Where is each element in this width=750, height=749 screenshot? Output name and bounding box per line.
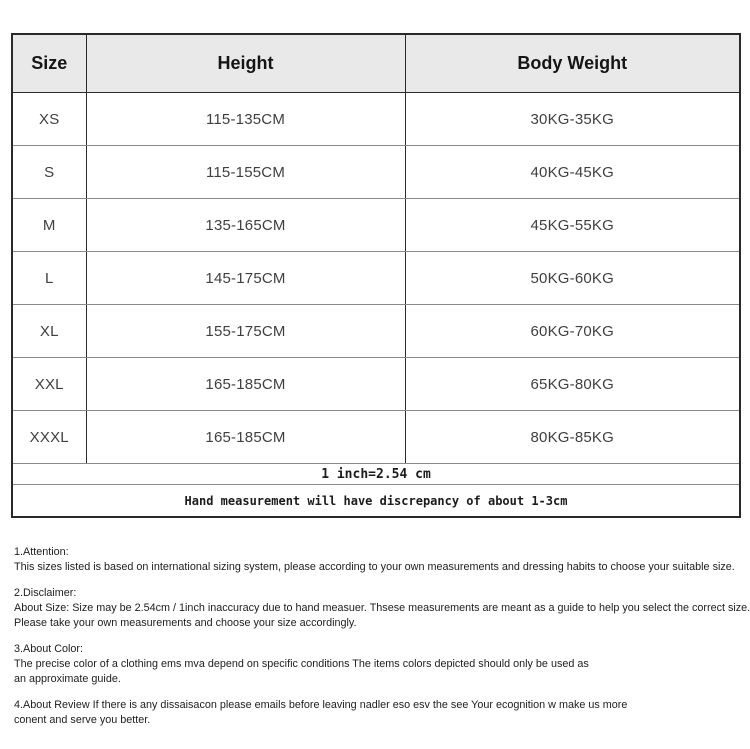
column-header-body-weight: Body Weight xyxy=(405,34,740,93)
table-header-row xyxy=(12,34,740,93)
height-cell: 145-175CM xyxy=(86,252,405,305)
column-header-size: Size xyxy=(12,34,86,93)
table-row-xxxl xyxy=(12,411,740,464)
weight-cell: 60KG-70KG xyxy=(405,305,740,358)
table-row-m xyxy=(12,199,740,252)
table-row-xxl xyxy=(12,358,740,411)
size-cell: XL xyxy=(12,305,86,358)
note-about-color xyxy=(14,642,750,687)
size-cell: L xyxy=(12,252,86,305)
height-cell: 135-165CM xyxy=(86,199,405,252)
note-disclaimer-line-1: About Size: Size may be 2.54cm / 1inch inaccuracy due to hand measuer. Thsese measurements are meant as a guide to help you select the correct size. xyxy=(14,602,750,614)
note-attention-line: This sizes listed is based on international sizing system, please according to your own measurements and dressing habits to choose your suitable size. xyxy=(14,561,735,573)
size-cell: XS xyxy=(12,93,86,146)
note-about-review-line-1: 4.About Review If there is any dissaisacon please emails before leaving nadler eso esv the see Your ecognition w make us more xyxy=(14,699,628,711)
height-cell: 165-185CM xyxy=(86,411,405,464)
height-cell: 165-185CM xyxy=(86,358,405,411)
height-cell: 115-135CM xyxy=(86,93,405,146)
note-attention xyxy=(14,545,750,575)
height-cell: 115-155CM xyxy=(86,146,405,199)
table-row-l xyxy=(12,252,740,305)
hand-measurement-note: Hand measurement will have discrepancy of about 1-3cm xyxy=(12,485,740,518)
weight-cell: 50KG-60KG xyxy=(405,252,740,305)
height-cell: 155-175CM xyxy=(86,305,405,358)
footnote-row-inch xyxy=(12,464,740,485)
note-about-color-line-2: an approximate guide. xyxy=(14,673,121,685)
note-about-review-line-2: conent and serve you better. xyxy=(14,714,151,726)
column-header-height: Height xyxy=(86,34,405,93)
notes-section xyxy=(14,545,750,739)
size-cell: XXL xyxy=(12,358,86,411)
size-cell: M xyxy=(12,199,86,252)
weight-cell: 30KG-35KG xyxy=(405,93,740,146)
table-row-s xyxy=(12,146,740,199)
table-row-xl xyxy=(12,305,740,358)
weight-cell: 40KG-45KG xyxy=(405,146,740,199)
note-about-review xyxy=(14,698,750,728)
note-disclaimer-heading: 2.Disclaimer: xyxy=(14,587,77,599)
weight-cell: 45KG-55KG xyxy=(405,199,740,252)
weight-cell: 80KG-85KG xyxy=(405,411,740,464)
size-cell: S xyxy=(12,146,86,199)
table-row-xs xyxy=(12,93,740,146)
note-disclaimer-line-2: Please take your own measurements and choose your size accordingly. xyxy=(14,617,357,629)
inch-conversion-note: 1 inch=2.54 cm xyxy=(12,464,740,485)
footnote-row-hand-measurement xyxy=(12,485,740,518)
note-attention-heading: 1.Attention: xyxy=(14,546,69,558)
size-chart-table xyxy=(11,33,741,518)
note-about-color-heading: 3.About Color: xyxy=(14,643,84,655)
size-cell: XXXL xyxy=(12,411,86,464)
note-about-color-line-1: The precise color of a clothing ems mva depend on specific conditions The items colors depicted should only be used as xyxy=(14,658,589,670)
weight-cell: 65KG-80KG xyxy=(405,358,740,411)
note-disclaimer xyxy=(14,586,750,631)
